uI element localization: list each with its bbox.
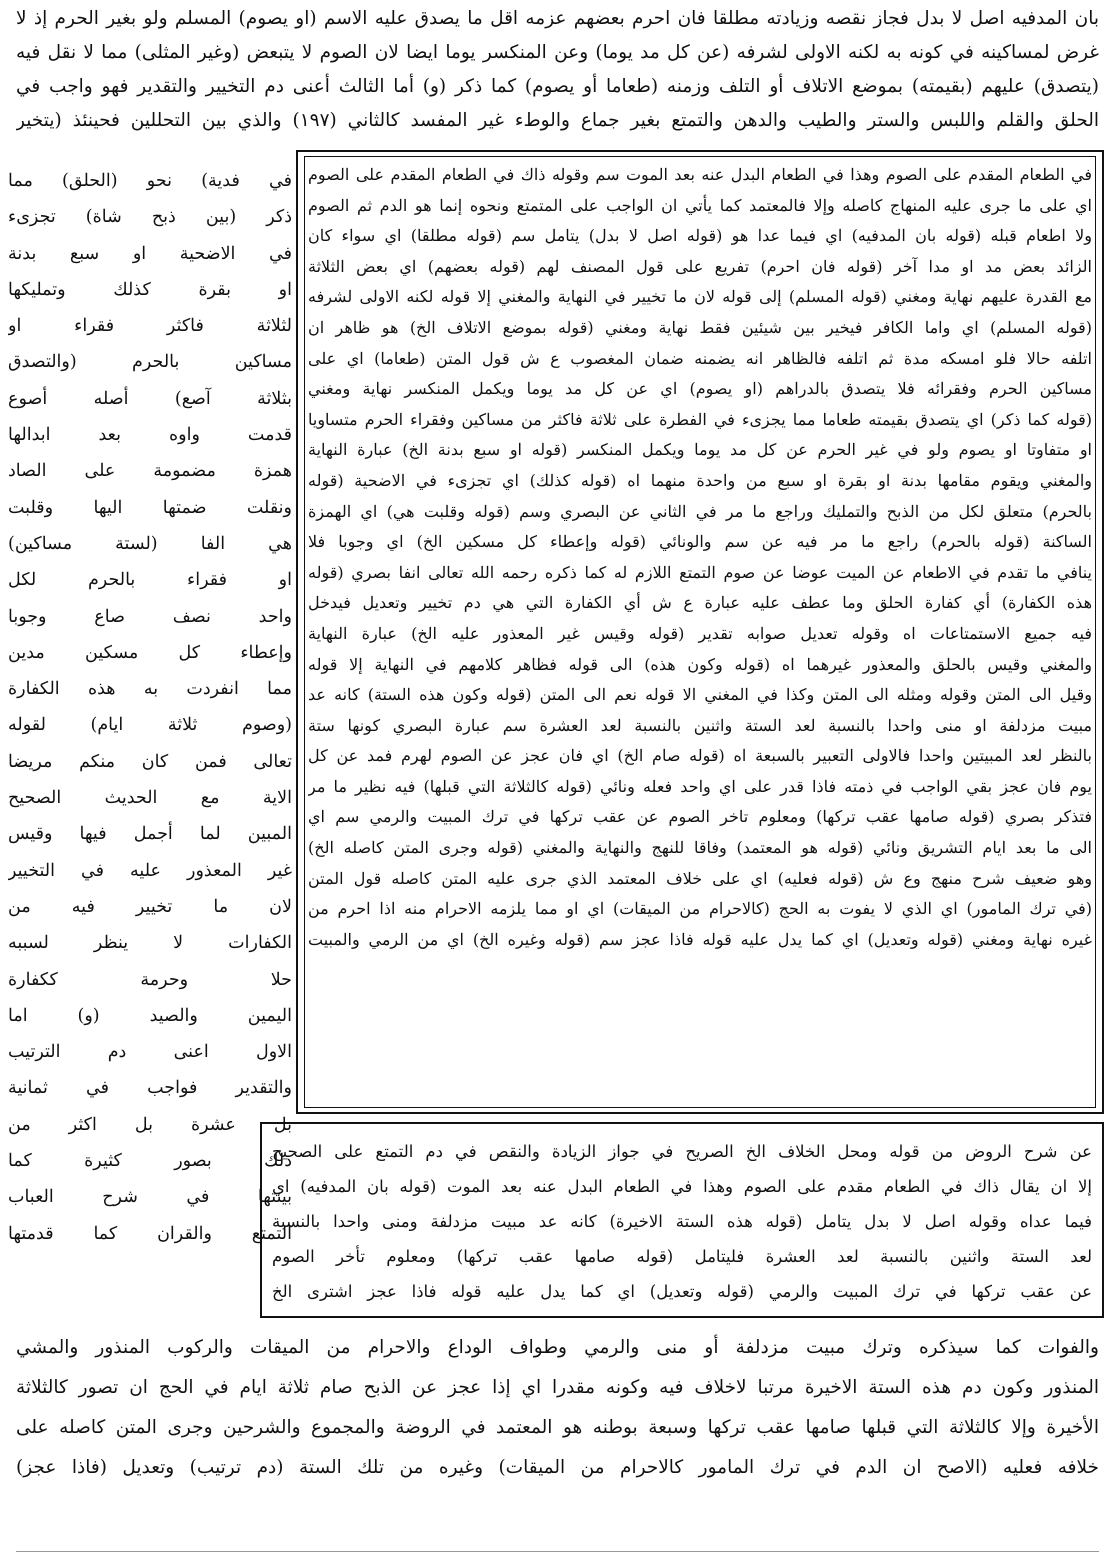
text-line: او فقراء بالحرم لكل [8, 570, 292, 591]
text-line: اليمين والصيد (و) اما [8, 1005, 292, 1026]
commentary-line: والمغني وقيس بالحلق والمعذور غيرهما اه (قوله وكون هذه) الى قوله فظاهر كلامهم في النهاية إلا قوله [308, 654, 1092, 674]
text-line: (يتصدق) عليهم (بقيمته) بموضع الاتلاف أو التلف وزمنه (طعاما أو يصوم) كما ذكر (و) أما الثالث أعنى دم التخيير والتقدير فهو واجب في [16, 76, 1099, 97]
text-line: بثلاثة آصع) أصله أصوع [8, 388, 292, 409]
text-line: بينتها في شرح العباب [8, 1187, 292, 1208]
commentary-line: في الطعام المقدم على الصوم وهذا في الطعام البدل عنه بعد الموت سم وقوله ذاك في الطعام المقدم على الصوم [308, 165, 1092, 184]
commentary-box-primary [296, 150, 1104, 1114]
text-line: ذكر (بين ذبح شاة) تجزىء [8, 207, 292, 228]
text-line: والتقدير فواجب في ثمانية [8, 1078, 292, 1099]
text-line: الاول اعنى دم الترتيب [8, 1042, 292, 1063]
commentary-line: غيره نهاية ومغني (قوله وتعديل) اي كما يدل عليه قوله فاذا عجز سم (قوله وغيره الخ) اي من الرمي والمبيت [308, 929, 1092, 949]
text-line: مساكين بالحرم (والتصدق [8, 352, 292, 373]
text-line: المنذور وكون دم هذه الستة الاخيرة مرتبا لاخلاف فيه وكونه مقدرا اي إذا عجز عن الذبح صام ثلاثة ايام في الحج ان تصور كالثلاثة [16, 1377, 1099, 1398]
text-line: ذلك بصور كثيرة كما [8, 1151, 292, 1172]
commentary-line: إلا ان يقال ذاك في الطعام مقدم على الصوم وهذا في الطعام البدل عنه بعد الموت (قوله بان المدفيه) اي [272, 1177, 1092, 1196]
text-line: مما انفردت به هذه الكفارة [8, 679, 292, 700]
text-line: قدمت واوه بعد ابدالها [8, 425, 292, 446]
text-line: غرض لمساكينه في كونه به لكنه الاولى لشرفه (عن كل مد يوما) وعن المنكسر يوما ايضا لان الصوم لا يتبعض (وغير المثلى) مما لا نقل فيه [16, 42, 1099, 63]
commentary-line: الساكنة (قوله بالحرم) راجع ما مر فيه عن سم والونائي (قوله وإعطاء كل مسكين الخ) اي وجوبا فلا [308, 532, 1092, 552]
text-line: وإعطاء كل مسكين مدين [8, 642, 292, 663]
commentary-line: ينافي ما تقدم في الاطعام عن الميت عوضا عن صوم التمتع اللازم له كما ذكره رحمه الله تعالى انفا بصري (قوله [308, 562, 1092, 582]
commentary-line: الزائد بعض مد او مدا آخر (قوله فان احرم) تفريع على قول المصنف لهم (قوله بعضهم) اي بعض الثلاثة [308, 256, 1092, 276]
commentary-line: والمغني ويقوم مقامها بدنة او بقرة او سبع من واحدة منهما اه (قوله كذلك) اي تجزىء في الاضحية (قوله [308, 470, 1092, 490]
page-bottom-edge [16, 1551, 1099, 1552]
commentary-line: فيما عداه وقوله اصل لا بدل يتامل (قوله هذه الستة الاخيرة) كانه عد مبيت مزدلفة ومنى واحدا بالنسبة [272, 1212, 1092, 1231]
commentary-line: عن شرح الروض من قوله ومحل الخلاف الخ الصريح في جواز الزيادة والنقص في دم التمتع على الصحيح [272, 1142, 1092, 1161]
text-line: بان المدفيه اصل لا بدل فجاز نقصه وزيادته مطلقا فان احرم بعضهم عزمه اقل ما يصدق عليه الاسم (او يصوم) المسلم ولو بغير الحرم إذ لا [16, 8, 1099, 29]
commentary-line: وهو ضعيف شرح منهج وع ش (قوله فعليه) اي على خلاف المعتمد الذي جرى عليه المتن كاصله قول المتن [308, 868, 1092, 888]
text-line: (وصوم ثلاثة ايام) لقوله [8, 715, 292, 736]
commentary-line: (قوله المسلم) اي واما الكافر فيخير بين شيئين فقط نهاية ومغني (قوله بموضع الاتلاف الخ) هو ظاهر ان [308, 317, 1092, 337]
commentary-line: فيه جميع الاستمتاعات اه وقوله تعديل صوابه تقدير (قوله وقيس غير المعذور عليه الخ) عبارة النهاية [308, 623, 1092, 643]
commentary-line: (في ترك المامور) اي الذي لا يفوت به الحج (كالاحرام من الميقات) اي او مما يلزمه الاحرام منه اذا احرم من [308, 899, 1092, 919]
commentary-text-secondary [272, 1134, 1092, 1309]
commentary-line: وقيل الى المتن وقوله ومثله الى المتن وكذا في المغني الا قوله نعم الى المتن (قوله وكون هذه الستة) كانه عد [308, 685, 1092, 705]
text-line: ونقلت ضمتها اليها وقلبت [8, 497, 292, 518]
text-line: في فدية) نحو (الحلق) مما [8, 171, 292, 191]
commentary-line: او متفاوتا او يصوم ولو في غير الحرم عن كل مد يوما ويكمل المنكسر (قوله او سبع بدنة الخ) عبارة النهاية [308, 440, 1092, 460]
main-text-bottom [16, 1328, 1099, 1488]
commentary-line: مساكين الحرم وفقرائه فلا يتصدق بالدراهم (او يصوم) اي عن كل مد يوما ويكمل المنكسر نهاية ومغني [308, 379, 1092, 399]
text-line: خلافه فعليه (الاصح ان الدم في ترك المامور كالاحرام من الميقات) وغيره من تلك الستة (دم ترتيب) وتعديل (فاذا عجز) [16, 1457, 1099, 1478]
commentary-line: لعد الستة واثنين بالنسبة لعد العشرة فليتامل (قوله صامها عقب تركها) ومعلوم تأخر الصوم [272, 1247, 1092, 1266]
text-line: همزة مضمومة على الصاد [8, 461, 292, 482]
commentary-line: بالنظر لعد المبيتين واحدا فالاولى التعبير بالسبعة اه (قوله صام الخ) اي فان عجز عن الصوم لهرم فمد عن كل [308, 746, 1092, 766]
text-line: المبين لما أجمل فيها وقيس [8, 824, 292, 845]
text-line: الكفارات لا ينظر لسببه [8, 933, 292, 954]
text-line: تعالى فمن كان منكم مريضا [8, 751, 292, 772]
main-text-side-column [8, 163, 292, 1252]
text-line: هي الفا (لستة مساكين) [8, 533, 292, 554]
text-line: والفوات كما سيذكره وترك مبيت مزدلفة أو منى والرمي وطواف الوداع والاحرام من الميقات والركوب المنذور والمشي [16, 1337, 1099, 1358]
main-text-top [16, 2, 1099, 138]
text-line: حلا وحرمة ككفارة [8, 969, 292, 990]
commentary-line: الى ما بعد ايام التشريق ونائي (قوله هو المعتمد) وفاقا للنهج والنهاية والمغني (قوله وجرى المتن كاصله الخ) [308, 838, 1092, 858]
commentary-text-primary [308, 160, 1092, 955]
commentary-line: اي على ما جرى عليه المنهاج كاصله وإلا فالمعتمد كما يأتي ان الواجب على المتمتع ونحوه إنما هو الدم ثم الصوم [308, 195, 1092, 215]
commentary-line: مبيت مزدلفة او منى واحدا بالنسبة لعد الستة واثنين بالنسبة لعد العشرة سم عبارة البصري كونها ستة [308, 715, 1092, 735]
text-line: الأخيرة وإلا كالثلاثة التي قبلها صامها عقب تركها وسبعة بوطنه هو المعتمد في الروضة والمجموع والشرحين وجرى المتن كاصله على [16, 1417, 1099, 1438]
commentary-line: اتلفه حالا فلو امسكه مدة ثم اتلفه فالظاهر انه يضمنه ضمان المغصوب ع ش قول المتن (طعاما) اي على [308, 348, 1092, 368]
text-line: لثلاثة فاكثر فقراء او [8, 316, 292, 337]
commentary-line: يوم فان عجز بقي الواجب في ذمته فاذا قدر على اي واحد فعله ونائي (قوله كالثلاثة التي قبلها) فيه نظير ما مر [308, 776, 1092, 796]
text-line: لان ما تخيير فيه من [8, 896, 292, 917]
commentary-box-secondary [260, 1122, 1104, 1318]
commentary-line: فتذكر بصري (قوله صامها عقب تركها) ومعلوم تاخر الصوم عن عقب تركها في ترك المبيت والرمي سم اي [308, 807, 1092, 827]
text-line: التمتع والقران كما قدمتها [8, 1223, 292, 1244]
text-line: واحد نصف صاع وجوبا [8, 606, 292, 627]
commentary-line: بالحرم) متعلق لكل من الذبح والتمليك وراجع ما مر في الثاني عن البصري وسم (قوله وقلبت هي) اي الهمزة [308, 501, 1092, 521]
commentary-line: مع القدرة عليهم نهاية ومغني (قوله المسلم) إلى قوله لان ما تخيير في النهاية والمغني إلا قوله لكنه الاولى لشرفه [308, 287, 1092, 307]
commentary-line: ولا اطعام قبله (قوله بان المدفيه) اي فيما عدا هو (قوله اصل لا بدل) يتامل سم (قوله مطلقا) اي سواء كان [308, 226, 1092, 246]
text-line: الحلق والقلم واللبس والستر والطيب والدهن والتمتع بغير جماع والوطء غير المفسد كالثاني (١٩٧) والذي بين التحللين فحينئذ (يتخير [16, 110, 1099, 131]
commentary-line: هذه الكفارة) أي كفارة الحلق وما عطف عليه عبارة ع ش أي الكفارة التي هي دم تخيير وتعديل فيدخل [308, 593, 1092, 613]
text-line: الاية مع الحديث الصحيح [8, 788, 292, 809]
commentary-line: عن عقب تركها في ترك المبيت والرمي (قوله وتعديل) اي كما يدل عليه قوله فاذا عجز اشترى الخ [272, 1282, 1092, 1301]
text-line: او بقرة كذلك وتمليكها [8, 279, 292, 300]
text-line: في الاضحية او سبع بدنة [8, 243, 292, 264]
text-line: بل عشرة بل اكثر من [8, 1114, 292, 1135]
commentary-line: (قوله كما ذكر) اي يتصدق بقيمته طعاما مما يجزىء في الفطرة على ثلاثة فاكثر من مساكين وفقراء الحرم متساويا [308, 409, 1092, 429]
text-line: غير المعذور عليه في التخيير [8, 860, 292, 881]
